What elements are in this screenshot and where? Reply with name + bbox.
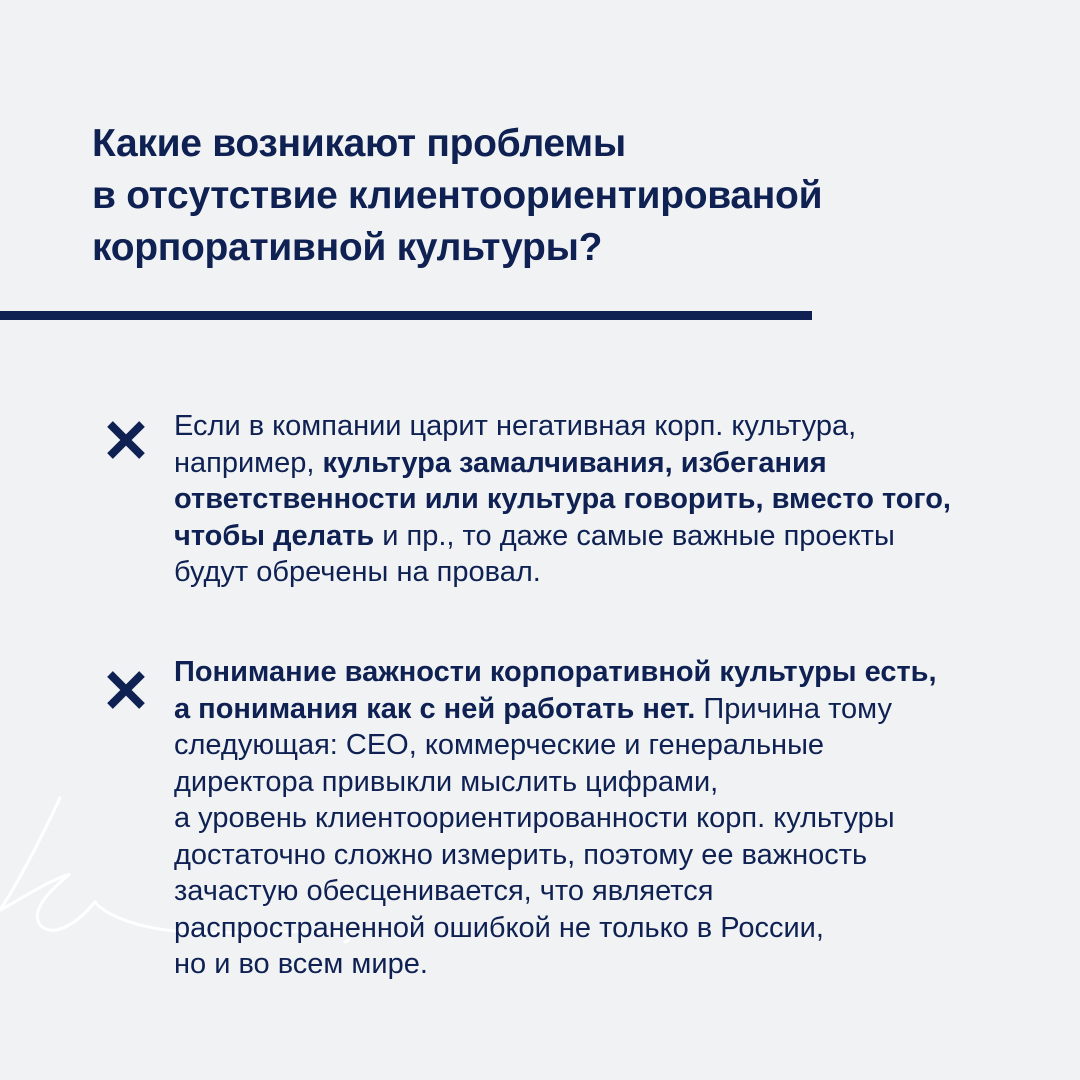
text-line bbox=[174, 654, 1054, 691]
body-text: Причина тому bbox=[695, 692, 892, 725]
title-line: в отсутствие клиентоориентированой bbox=[92, 174, 823, 217]
body-text: будут обречены на провал. bbox=[174, 556, 541, 588]
text-line bbox=[174, 764, 1054, 801]
body-text: например, bbox=[174, 446, 323, 479]
body-text: а уровень клиентоориентированности корп. культуры bbox=[174, 802, 895, 834]
problem-text bbox=[174, 408, 1054, 591]
body-text: следующая: CEO, коммерческие и генеральные bbox=[174, 729, 825, 761]
body-text: зачастую обесценивается, что является bbox=[174, 875, 714, 907]
body-text: и пр., то даже самые важные проекты bbox=[374, 519, 895, 552]
page-title bbox=[92, 118, 992, 274]
body-text: директора привыкли мыслить цифрами, bbox=[174, 765, 719, 798]
text-line bbox=[174, 873, 1054, 910]
text-line bbox=[174, 445, 1054, 482]
bold-text: а понимания как с ней работать нет. bbox=[174, 692, 696, 725]
title-line: Какие возникают проблемы bbox=[92, 122, 626, 165]
text-line bbox=[174, 554, 1054, 591]
body-text: распространенной ошибкой не только в России, bbox=[174, 911, 824, 944]
bold-text: чтобы делать bbox=[174, 519, 375, 552]
body-text: Если в компании царит негативная корп. культура, bbox=[174, 410, 857, 442]
text-line bbox=[174, 481, 1054, 518]
text-line bbox=[174, 800, 1054, 837]
text-line bbox=[174, 518, 1054, 555]
bold-text: культура замалчивания, избегания bbox=[322, 446, 827, 479]
text-line bbox=[174, 691, 1054, 728]
problem-text bbox=[174, 654, 1054, 983]
text-line bbox=[174, 946, 1054, 983]
cross-icon bbox=[104, 418, 148, 462]
body-text: но и во всем мире. bbox=[174, 948, 428, 980]
bold-text: ответственности или культура говорить, вместо того, bbox=[174, 483, 951, 515]
text-line bbox=[174, 727, 1054, 764]
text-line bbox=[174, 837, 1054, 874]
text-line bbox=[174, 408, 1054, 445]
cross-icon bbox=[104, 668, 148, 712]
bold-text: Понимание важности корпоративной культуры есть, bbox=[174, 656, 937, 688]
body-text: достаточно сложно измерить, поэтому ее важность bbox=[174, 838, 868, 871]
title-divider bbox=[0, 311, 812, 320]
title-line: корпоративной культуры? bbox=[92, 226, 603, 269]
text-line bbox=[174, 910, 1054, 947]
